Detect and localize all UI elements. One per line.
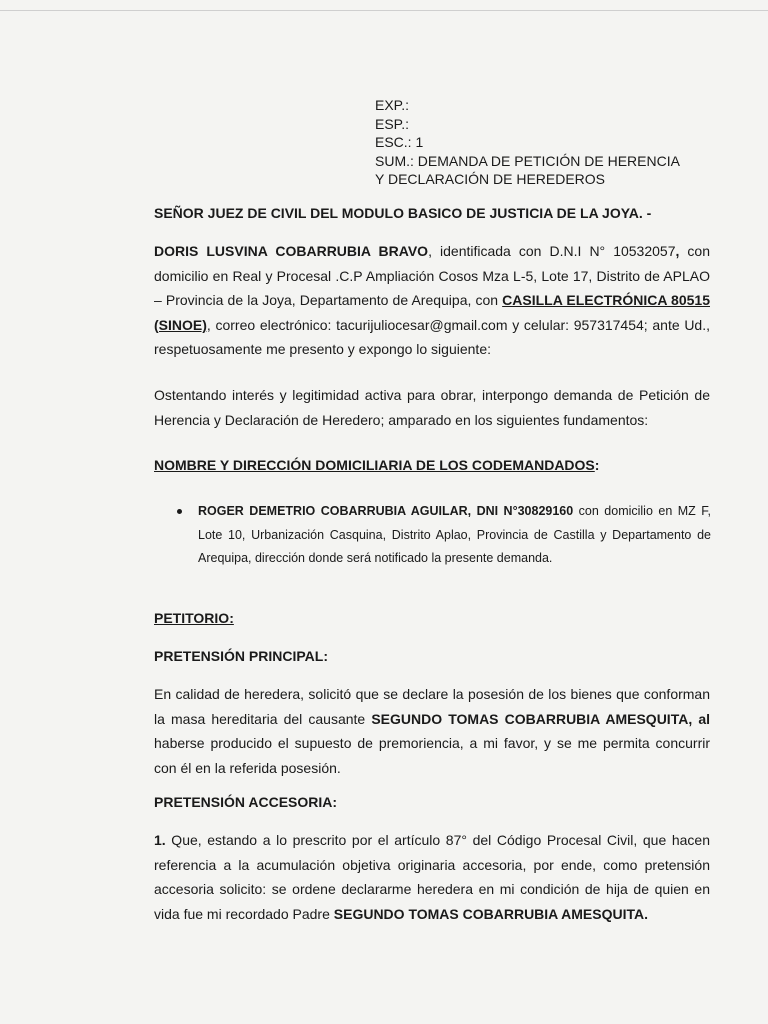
intro-comma: , bbox=[675, 243, 680, 259]
intro-paragraph bbox=[154, 239, 710, 362]
codemandados-heading bbox=[154, 457, 599, 473]
padre-name: SEGUNDO TOMAS COBARRUBIA AMESQUITA. bbox=[333, 905, 648, 922]
codemandados-heading-text: NOMBRE Y DIRECCIÓN DOMICILIARIA DE LOS CODEMANDADOS bbox=[154, 457, 595, 473]
intro-text-3: , correo electrónico: tacurijuliocesar@gmail.com y celular: 957317454; ante Ud., respetuosamente me presento y expongo lo siguiente: bbox=[154, 316, 710, 357]
principal-heading: PRETENSIÓN PRINCIPAL: bbox=[154, 648, 328, 664]
intro-text-2: con domicilio en Real y Procesal .C.P Ampliación Cosos Mza L-5, Lote 17, Distrito de APLAO – Provincia de la Joya, Departamento de Arequipa, con bbox=[154, 243, 710, 308]
principal-paragraph bbox=[154, 682, 710, 780]
esp-line: ESP.: bbox=[375, 115, 409, 132]
case-header bbox=[375, 96, 680, 189]
esc-line: ESC.: 1 bbox=[375, 134, 424, 150]
principal-text-1: En calidad de heredera, solicitó que se declare la posesión de los bienes que conforman la masa hereditaria del causante bbox=[154, 686, 710, 727]
sum-line-1: SUM.: DEMANDA DE PETICIÓN DE HERENCIA bbox=[375, 152, 680, 169]
accesoria-number: 1. bbox=[154, 832, 166, 848]
causante-name: SEGUNDO TOMAS COBARRUBIA AMESQUITA, al bbox=[371, 710, 710, 727]
codemandados-heading-colon: : bbox=[594, 457, 600, 473]
accesoria-paragraph bbox=[154, 828, 710, 926]
accesoria-text: Que, estando a lo prescrito por el artículo 87° del Código Procesal Civil, que hacen referencia a la acumulación objetiva originaria accesoria, por ende, como pretensión accesoria solicito: se ordene declararme heredera en mi condición de hija de quien en vida fue mi recordado Padre bbox=[154, 832, 710, 922]
principal-text-2: haberse producido el supuesto de premoriencia, a mi favor, y se me permita concurrir con él en la referida posesión. bbox=[154, 735, 710, 776]
casilla-electronica: CASILLA ELECTRÓNICA 80515 (SINOE) bbox=[154, 292, 710, 333]
codemandado-text bbox=[198, 500, 711, 571]
petitorio-heading: PETITORIO: bbox=[154, 610, 234, 626]
scan-edge-line bbox=[0, 10, 768, 11]
addressee-heading: SEÑOR JUEZ DE CIVIL DEL MODULO BASICO DE JUSTICIA DE LA JOYA. - bbox=[154, 205, 652, 221]
sum-line-2: Y DECLARACIÓN DE HEREDEROS bbox=[375, 171, 606, 187]
bullet-icon bbox=[177, 509, 182, 514]
codemandado-address: con domicilio en MZ F, Lote 10, Urbanización Casquina, Distrito Aplao, Provincia de Castilla y Departamento de Arequipa, dirección donde será notificado la presente demanda. bbox=[198, 504, 711, 565]
accesoria-heading: PRETENSIÓN ACCESORIA: bbox=[154, 794, 338, 810]
plaintiff-name: DORIS LUSVINA COBARRUBIA BRAVO bbox=[154, 243, 429, 259]
intro-text-1: , identificada con D.N.I N° 10532057 bbox=[428, 243, 676, 259]
codemandado-name: ROGER DEMETRIO COBARRUBIA AGUILAR, DNI N°30829160 bbox=[198, 504, 574, 518]
interest-paragraph: Ostentando interés y legitimidad activa para obrar, interpongo demanda de Petición de Herencia y Declaración de Heredero; amparado en los siguientes fundamentos: bbox=[154, 387, 710, 428]
exp-line: EXP.: bbox=[375, 97, 409, 113]
